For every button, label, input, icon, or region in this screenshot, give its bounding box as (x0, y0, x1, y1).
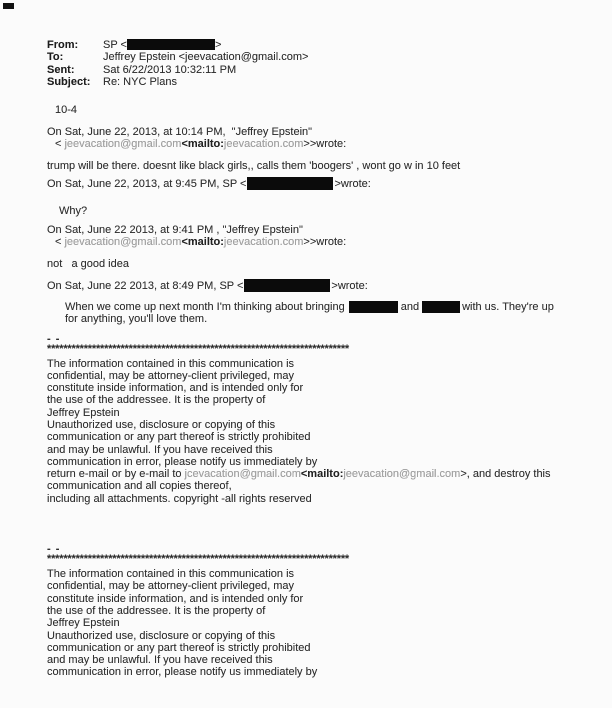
quote-header-941pm (47, 224, 592, 249)
header-row-sent (47, 64, 592, 76)
from-label: From: (47, 39, 79, 51)
message-bringing-line1 (65, 301, 592, 313)
to-value: Jeffrey Epstein <jeevacation@gmail.com> (103, 51, 309, 64)
angle-open: < (55, 138, 65, 151)
quote-2-attribution-post: >wrote: (334, 178, 371, 191)
header-row-to (47, 51, 592, 63)
quote-header-945pm (47, 177, 592, 190)
mailto-address-link: jeevacation@gmail.com (343, 468, 461, 481)
message-bringing-line2: for anything, you'll love them. (65, 313, 208, 326)
legal-line: Jeffrey Epstein (47, 406, 120, 419)
legal-line: communication in error, please notify us immediately by (47, 455, 318, 468)
email-address-link: jeevacation@gmail.com (64, 138, 182, 151)
return-line-pre: return e-mail or by e-mail to (47, 468, 185, 481)
legal-line: the use of the addressee. It is the property of (47, 604, 266, 617)
legal-line: Jeffrey Epstein (47, 617, 120, 630)
signature-separator: - - (47, 543, 61, 556)
quote-header-1014pm (47, 126, 592, 151)
bringing-and: and (400, 300, 420, 313)
header-row-from (47, 39, 592, 51)
signature-separator: - - (47, 332, 61, 345)
sent-value: Sat 6/22/2013 10:32:11 PM (103, 63, 237, 76)
wrote-suffix: >>wrote: (303, 236, 347, 249)
angle-open: < (55, 236, 65, 249)
legal-return-email-line (47, 468, 592, 480)
return-line-post: >, and destroy this (460, 468, 551, 481)
to-label: To: (47, 51, 64, 64)
subject-value: Re: NYC Plans (103, 76, 177, 89)
mailto-prefix: <mailto: (181, 236, 224, 249)
bringing-text-2: with us. They're up (462, 300, 554, 313)
message-trump: trump will be there. doesnt like black girls,, calls them 'boogers' , wont go w in 10 feet (47, 159, 461, 172)
mailto-prefix: <mailto: (181, 138, 224, 151)
message-bringing (65, 301, 592, 326)
legal-line: including all attachments. copyright -all rights reserved (47, 492, 312, 505)
asterisk-divider: ************************************************************************** (47, 343, 349, 354)
legal-text (47, 568, 592, 679)
legal-line: confidential, may be attorney-client privileged, may (47, 369, 295, 382)
legal-line: and may be unlawful. If you have received this (47, 443, 273, 456)
quote-4-attribution-post: >wrote: (331, 280, 368, 293)
quote-3-address-line (55, 236, 592, 248)
message-reply-top: 10-4 (55, 103, 78, 116)
legal-text (47, 358, 592, 506)
legal-line: and may be unlawful. If you have received this (47, 654, 273, 667)
header-row-subject (47, 76, 592, 88)
subject-label: Subject: (47, 76, 91, 89)
redaction-bar-name-1 (349, 301, 398, 313)
email-header (47, 39, 592, 89)
redaction-bar-sp-email (247, 177, 333, 190)
legal-line: Unauthorized use, disclosure or copying of this (47, 629, 276, 642)
legal-line: communication or any part thereof is strictly prohibited (47, 431, 311, 444)
from-value-suffix: > (214, 39, 222, 51)
asterisk-divider: ************************************************************************** (47, 554, 349, 565)
mailto-address-link: jeevacation.com (223, 138, 304, 151)
legal-line: confidential, may be attorney-client privileged, may (47, 580, 295, 593)
quote-1-address-line (55, 138, 592, 150)
legal-line: The information contained in this communication is (47, 357, 295, 370)
sent-label: Sent: (47, 63, 75, 76)
disclaimer-block-1 (47, 332, 592, 506)
email-address-link: jeevacation@gmail.com (64, 236, 182, 249)
legal-line: constitute inside information, and is intended only for (47, 382, 304, 395)
redaction-bar-from-address (127, 39, 215, 50)
quote-1-attribution: On Sat, June 22, 2013, at 10:14 PM, "Jeffrey Epstein" (47, 126, 313, 139)
from-value-prefix: SP < (103, 39, 127, 51)
quote-2-attribution-pre: On Sat, June 22, 2013, at 9:45 PM, SP < (47, 178, 247, 191)
disclaimer-block-2 (47, 545, 592, 679)
redaction-bar-name-2 (422, 301, 460, 313)
mailto-address-link: jeevacation.com (223, 236, 304, 249)
quote-3-attribution: On Sat, June 22 2013, at 9:41 PM , "Jeffrey Epstein" (47, 224, 303, 237)
mailto-prefix: <mailto: (300, 468, 344, 481)
legal-line: Unauthorized use, disclosure or copying of this (47, 418, 276, 431)
message-not-good-idea: not a good idea (47, 257, 129, 270)
email-address-link: jcevacation@gmail.com (184, 468, 301, 481)
wrote-suffix: >>wrote: (303, 138, 347, 151)
legal-line: The information contained in this communication is (47, 568, 295, 581)
quote-4-attribution-pre: On Sat, June 22 2013, at 8:49 PM, SP < (47, 280, 244, 293)
redaction-bar-sp-email (244, 279, 330, 292)
bringing-text-1: When we come up next month I'm thinking about bringing (65, 300, 345, 313)
legal-line: constitute inside information, and is intended only for (47, 592, 304, 605)
message-why: Why? (59, 204, 88, 217)
legal-line: communication or any part thereof is strictly prohibited (47, 641, 311, 654)
legal-line: communication and all copies thereof, (47, 480, 232, 493)
legal-line: communication in error, please notify us immediately by (47, 666, 318, 679)
legal-line: the use of the addressee. It is the property of (47, 394, 266, 407)
quote-header-849pm (47, 279, 592, 292)
